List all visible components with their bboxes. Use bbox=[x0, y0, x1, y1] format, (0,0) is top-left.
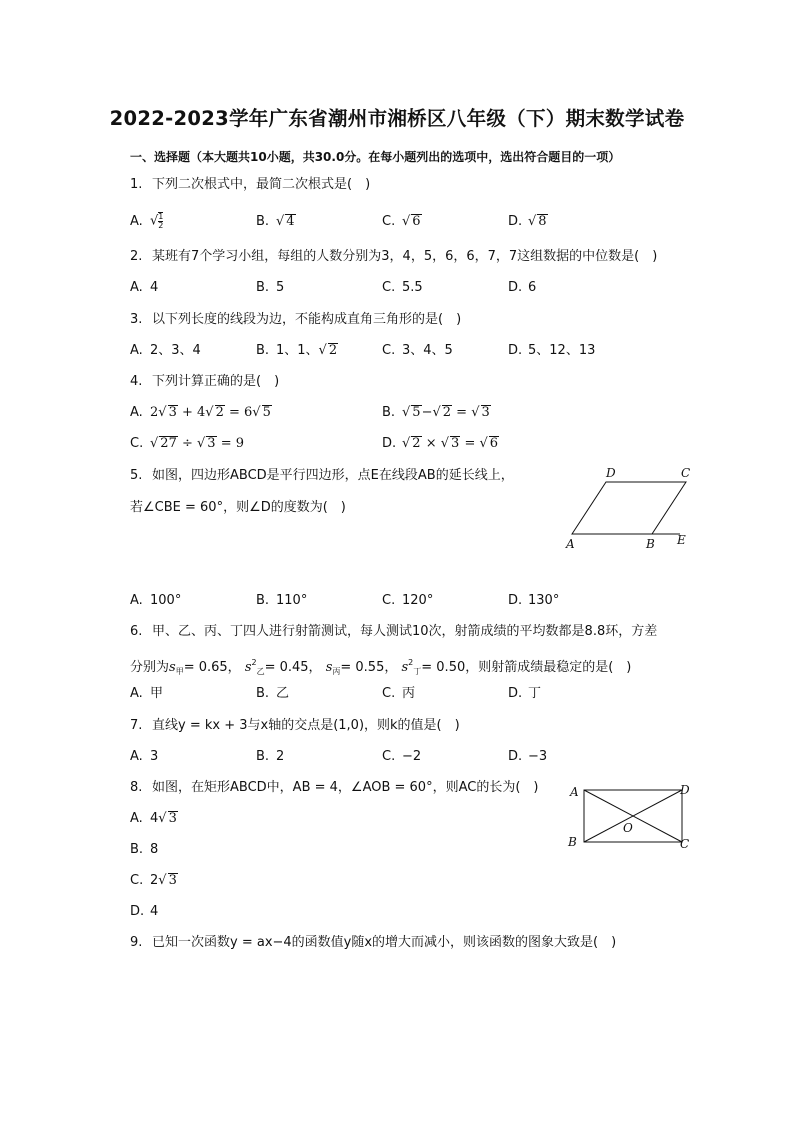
label-d: D bbox=[680, 783, 690, 797]
question-7: 7. 直线y = kx + 3与x轴的交点是(1,0)，则k的值是( ) bbox=[130, 718, 460, 733]
label-a: A bbox=[570, 785, 579, 799]
label-d: D bbox=[606, 466, 616, 480]
parallelogram-shape bbox=[572, 482, 686, 534]
label-a: A bbox=[566, 537, 575, 551]
label-e: E bbox=[677, 533, 686, 547]
question-4: 4. 下列计算正确的是( ) bbox=[130, 374, 280, 389]
question-3: 3. 以下列长度的线段为边，不能构成直角三角形的是( ) bbox=[130, 312, 462, 327]
q3-option-a: A. 2、3、4 bbox=[130, 343, 201, 358]
page-title: 2022-2023学年广东省潮州市湘桥区八年级（下）期末数学试卷 bbox=[109, 107, 685, 130]
q1-option-b: B. √ 4 bbox=[256, 214, 295, 229]
q7-option-c: C. −2 bbox=[382, 749, 422, 764]
label-o: O bbox=[623, 821, 633, 835]
q3-option-b: B. 1、1、√ 2 bbox=[256, 343, 338, 358]
q5-option-a: A. 100° bbox=[130, 593, 182, 608]
q4-option-b: B. √ 5−√ 2 = √ 3 bbox=[382, 405, 490, 420]
q8-option-d: D. 4 bbox=[130, 904, 159, 919]
q4-option-d: D. √ 2 × √ 3 = √ 6 bbox=[382, 436, 499, 451]
q6-option-d: D. 丁 bbox=[508, 686, 542, 701]
q2-option-c: C. 5.5 bbox=[382, 280, 423, 295]
rectangle-figure bbox=[562, 778, 702, 853]
question-9: 9. 已知一次函数y = ax−4的函数值y随x的增大而减小，则该函数的图象大致是( ) bbox=[130, 935, 617, 950]
q6-option-b: B. 乙 bbox=[256, 686, 290, 701]
question-6-line-2: 分别为$s_甲= 0.65$， $s^2_乙= 0.45$， $s_丙= 0.55$， $s^2_丁= 0.50$，则射箭成绩最稳定的是( ) bbox=[130, 658, 632, 676]
q5-option-c: C. 120° bbox=[382, 593, 434, 608]
q1-option-d: D. √ 8 bbox=[508, 214, 547, 229]
q1-option-a: A. √ $\frac{1}{2}$ bbox=[130, 212, 164, 230]
label-b: B bbox=[568, 835, 577, 849]
q1-option-c: C. √ 6 bbox=[382, 214, 421, 229]
q7-option-a: A. 3 bbox=[130, 749, 159, 764]
question-2: 2. 某班有7个学习小组，每组的人数分别为3，4，5，6，6，7，7这组数据的中位数是( ) bbox=[130, 249, 658, 264]
q2-option-a: A. 4 bbox=[130, 280, 159, 295]
q8-option-c: C. 2√ 3 bbox=[130, 873, 177, 888]
q4-option-a: A. 2√ 3 + 4√ 2 = 6√ 5 bbox=[130, 405, 271, 420]
label-b: B bbox=[646, 537, 655, 551]
question-5-line-2: 若∠CBE = 60°，则∠D的度数为( ) bbox=[130, 500, 346, 515]
q7-option-d: D. −3 bbox=[508, 749, 548, 764]
q8-option-a: A. 4√ 3 bbox=[130, 811, 177, 826]
question-6: 6. 甲、乙、丙、丁四人进行射箭测试，每人测试10次，射箭成绩的平均数都是8.8环，方差 bbox=[130, 624, 658, 639]
q2-option-d: D. 6 bbox=[508, 280, 537, 295]
q6-option-a: A. 甲 bbox=[130, 686, 164, 701]
q5-option-b: B. 110° bbox=[256, 593, 308, 608]
q4-option-c: C. √ 27 ÷ √ 3 = 9 bbox=[130, 436, 245, 451]
q5-option-d: D. 130° bbox=[508, 593, 560, 608]
q6-option-c: C. 丙 bbox=[382, 686, 416, 701]
q3-option-c: C. 3、4、5 bbox=[382, 343, 453, 358]
parallelogram-figure bbox=[560, 462, 700, 552]
q3-option-d: D. 5、12、13 bbox=[508, 343, 596, 358]
question-8: 8. 如图，在矩形ABCD中，AB = 4，∠AOB = 60°，则AC的长为( ) bbox=[130, 780, 539, 795]
q7-option-b: B. 2 bbox=[256, 749, 285, 764]
label-c: C bbox=[680, 837, 690, 851]
section-heading: 一、选择题（本大题共10小题，共30.0分。在每小题列出的选项中，选出符合题目的一项） bbox=[130, 150, 621, 164]
q8-option-b: B. 8 bbox=[130, 842, 159, 857]
question-1: 1. 下列二次根式中，最简二次根式是( ) bbox=[130, 177, 371, 192]
label-c: C bbox=[681, 466, 691, 480]
q2-option-b: B. 5 bbox=[256, 280, 285, 295]
question-5: 5. 如图，四边形ABCD是平行四边形，点E在线段AB的延长线上， bbox=[130, 468, 514, 483]
